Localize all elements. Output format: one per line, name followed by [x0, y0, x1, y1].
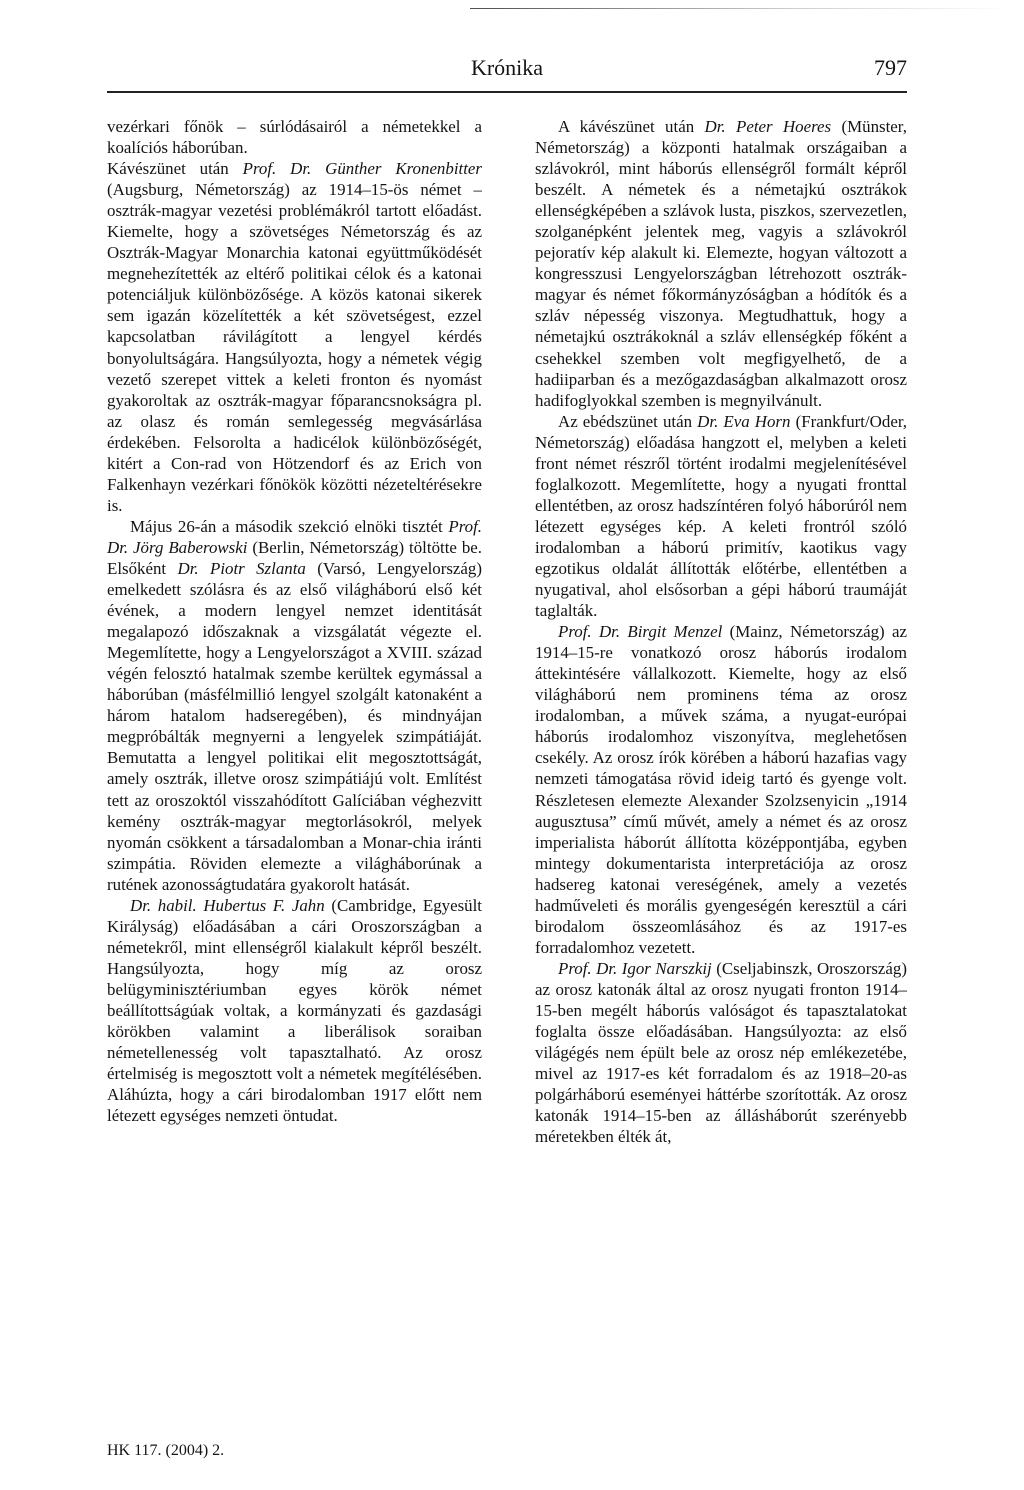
paragraph: Kávészünet után Prof. Dr. Günther Kronenbitter (Augsburg, Németország) az 1914–15-ös német – osztrák-magyar vezetési problémákról tartott előadást. Kiemelte, hogy a szövetséges Németország és az Osztrák-Magyar Monarchia katonai együttműködését megnehezítették az eltérő politikai célok és a katonai potenciáljuk különbözősége. A közös katonai sikerek sem igazán közelítették a két szövetségest, ezzel kapcsolatban rávilágított a lengyel kérdés bonyolultságára. Hangsúlyozta, hogy a németek végig vezető szerepet vittek a keleti fronton és nyomást gyakoroltak az osztrák-magyar főparancsnokságra pl. az olasz és román semlegesség megvásárlása érdekében. Felsorolta a hadicélok különbözőségét, kitért a Con-rad von Hötzendorf és az Erich von Falkenhayn vezérkari főnökök közötti nézeteltérésekre is. [107, 159, 482, 515]
person-name: Dr. Piotr Szlanta [177, 558, 306, 578]
paragraph: Prof. Dr. Birgit Menzel (Mainz, Németország) az 1914–15-re vonatkozó orosz háborús irodalom áttekintésére vállalkozott. Kiemelte, hogy az első világháború nem prominens téma az orosz irodalomban, a művek száma, a nyugat-európai háborús irodalomhoz viszonyítva, meglehetősen csekély. Az orosz írók körében a háború hazafias vagy nemzeti támogatása rövid ideig tartó és gyenge volt. Részletesen elemezte Alexander Szolzsenyicin „1914 augusztusa” című művét, amely a német és az orosz imperialista háborút állította középpontjába, egyben mintegy dokumentarista interpretációja az orosz hadsereg katonai vereségének, amely a vezetés hadműveleti és morális gyengeségén keresztül a cári birodalom összeomlásához és az 1917-es forradalomhoz vezetett. [535, 622, 907, 957]
left-column [107, 116, 482, 1126]
scan-artifact-line [470, 8, 1010, 9]
paragraph: Dr. habil. Hubertus F. Jahn (Cambridge, Egyesült Királyság) előadásában a cári Oroszországban a németekről, mint ellenségről kialakult képről beszélt. Hangsúlyozta, hogy míg az orosz belügyminisztériumban egyes körök német beállítottságúak voltak, a kormányzati és gazdasági körökben valamint a liberálisok soraiban németellenesség volt tapasztalható. Az orosz értelmiség is megosztott volt a németek megítélésében. Aláhúzta, hogy a cári birodalomban 1917 előtt nem létezett egységes nemzeti öntudat. [107, 895, 482, 1126]
right-column [535, 116, 907, 1147]
page-number: 797 [874, 55, 907, 80]
person-name: Prof. Dr. Jörg Baberowski [107, 516, 482, 557]
paragraph: A kávészünet után Dr. Peter Hoeres (Münster, Németország) a központi hatalmak országaiban a szlávokról, mint háborús ellenségről formált képről beszélt. A németek és a németajkú osztrákok ellenségképében a szlávok lusta, piszkos, szervezetlen, szolganépként jelentek meg, vagyis a szlávokról pejoratív kép alakult ki. Elemezte, hogyan változott a kongresszusi Lengyelországban létrehozott osztrák-magyar és német főkormányzóságban a hódítók és a szláv népesség viszonya. Megtudhattuk, hogy a németajkú osztrákoknál a szláv ellenségkép főként a csehekkel szemben volt megfigyelhető, de a hadiiparban és a mezőgazdaságban alkalmazott orosz hadifoglyokkal szemben is megnyilvánult. [535, 117, 907, 410]
journal-citation: HK 117. (2004) 2. [107, 1442, 225, 1459]
person-name: Dr. Peter Hoeres [704, 117, 832, 136]
paragraph: Az ebédszünet után Dr. Eva Horn (Frankfurt/Oder, Németország) előadása hangzott el, melyben a keleti front német részről történt irodalmi megjelenítésével foglalkozott. Megemlítette, hogy a nyugati fronttal ellentétben, az orosz hadszíntéren folyó háborúról nem létezett egységes kép. A keleti frontról szóló irodalomban a háború primitív, kaotikus vagy egzotikus oldalát állították előtérbe, ellentétben a nyugatival, ahol elsősorban a gépi háború traumáját taglalták. [535, 411, 907, 621]
running-title: Krónika [470, 55, 544, 80]
person-name: Prof. Dr. Igor Narszkij [558, 958, 712, 978]
page-header [107, 55, 907, 89]
paragraph: Május 26-án a második szekció elnöki tisztét Prof. Dr. Jörg Baberowski (Berlin, Németország) töltötte be. Elsőként Dr. Piotr Szlanta (Varsó, Lengyelország) emelkedett szólásra és az első világháború első két évének, a modern lengyel nemzet identitását megalapozó időszaknak a vizsgálatát végezte el. Megemlítette, hogy a Lengyelországot a XVIII. század végén felosztó hatalmak szembe kerültek egymással a háborúban (másfélmillió lengyel szolgált katonaként a három hatalom hadseregében), és mindnyájan megpróbálták megnyerni a lengyelek szimpátiáját. Bemutatta a lengyel politikai elit megosztottságát, amely osztrák, illetve orosz szimpátiájú volt. Említést tett az oroszoktól visszahódított Galíciában véghezvitt kemény osztrák-magyar megtorlásokról, melyek nyomán csökkent a társadalomban a Monar-chia iránti szimpátia. Röviden elemezte a világháborúnak a rutének azonosságtudatára gyakorolt hatását. [107, 516, 482, 894]
person-name: Prof. Dr. Günther Kronenbitter [242, 159, 482, 179]
header-rule [107, 91, 907, 93]
person-name: Dr. Eva Horn [697, 411, 791, 431]
paragraph: Prof. Dr. Igor Narszkij (Cseljabinszk, Oroszország) az orosz katonák által az orosz nyugati fronton 1914–15-ben megélt háborús valóságot és tapasztalatokat foglalta össze előadásában. Hangsúlyozta: az első világégés nem épült bele az orosz nép emlékezetébe, mivel az 1917-es két forradalom és az 1918–20-as polgárháború eseményei háttérbe szorították. Az orosz katonák 1914–15-ben az állásháborút szerényebb méretekben élték át, [535, 958, 907, 1147]
person-name: Prof. Dr. Birgit Menzel [558, 622, 723, 642]
person-name: Dr. habil. Hubertus F. Jahn [130, 895, 325, 915]
paragraph: vezérkari főnök – súrlódásairól a németekkel a koalíciós háborúban. [107, 117, 482, 158]
